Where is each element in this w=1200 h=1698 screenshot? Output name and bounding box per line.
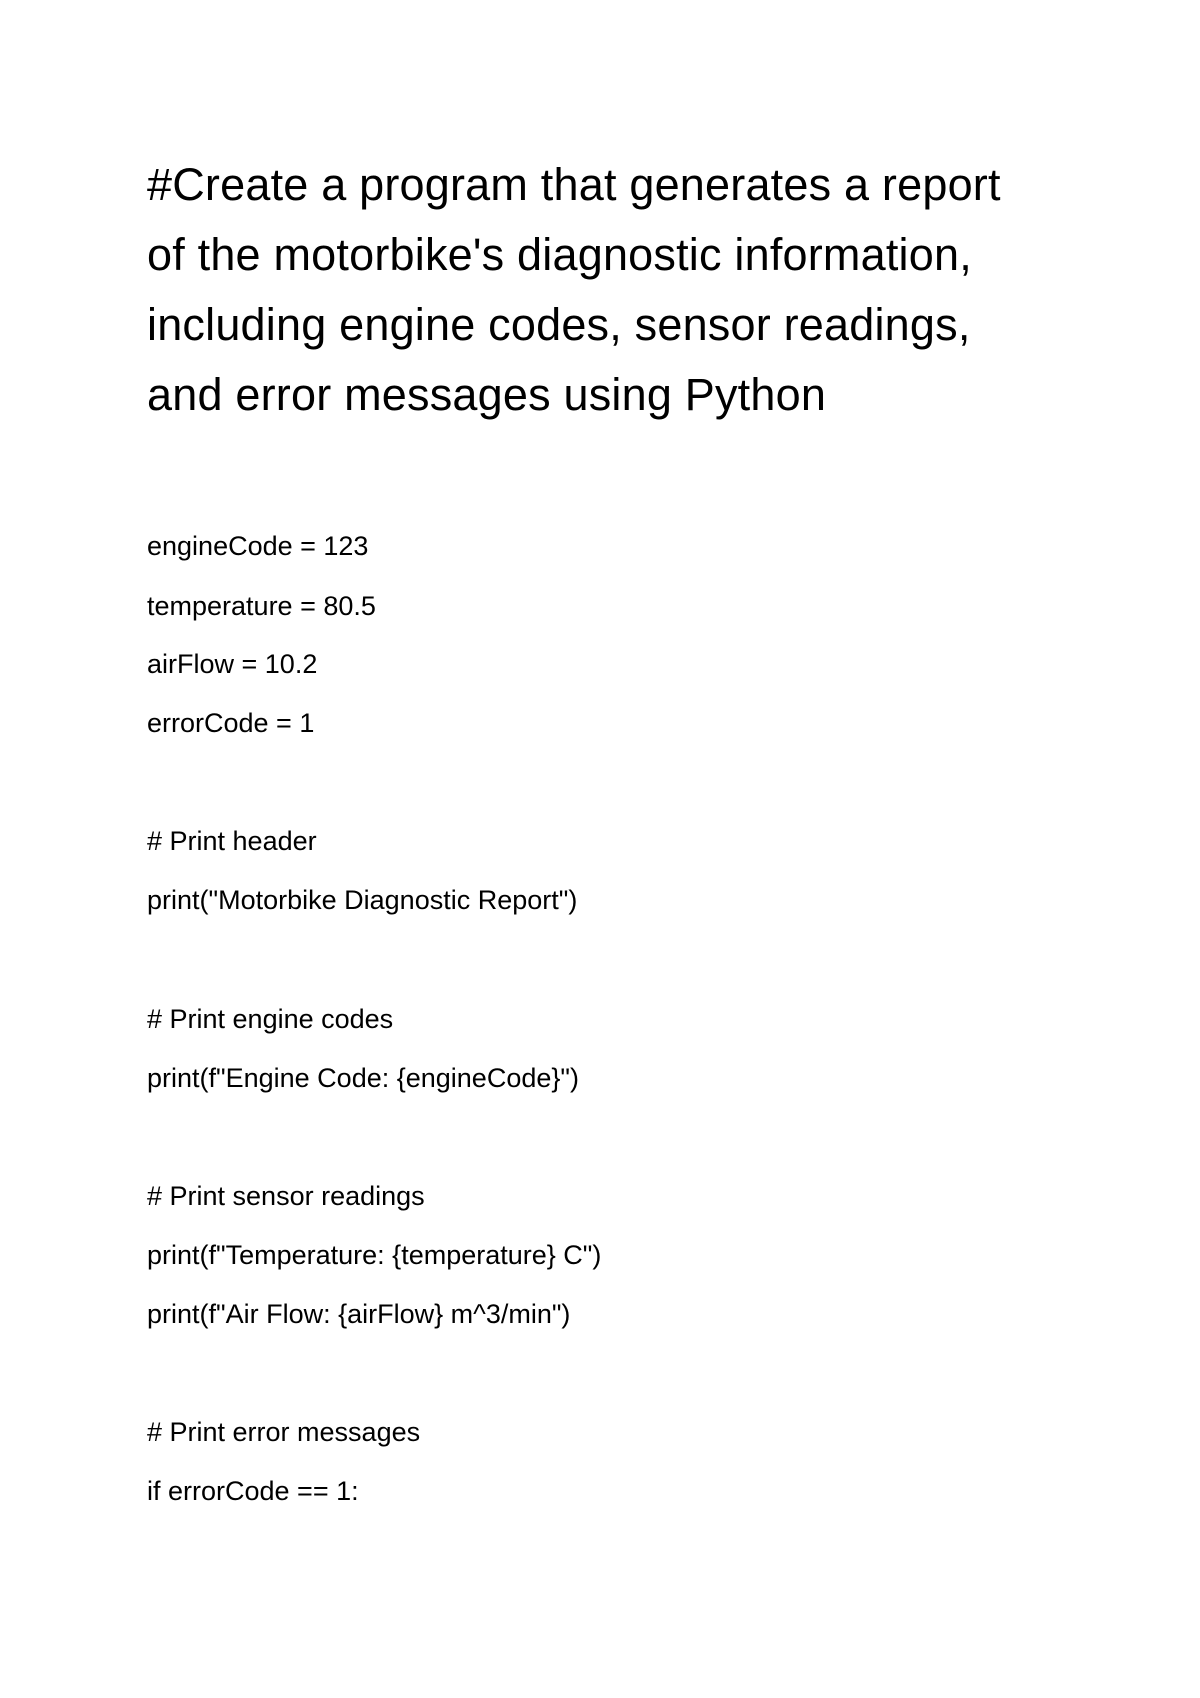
code-comment: # Print engine codes: [147, 1004, 394, 1034]
code-line: airFlow = 10.2: [147, 649, 318, 679]
code-line: print(f"Temperature: {temperature} C"): [147, 1240, 602, 1270]
heading-line: #Create a program that generates a report: [147, 159, 1001, 210]
heading-line: including engine codes, sensor readings,: [147, 299, 971, 350]
code-comment: # Print error messages: [147, 1417, 421, 1447]
code-line: temperature = 80.5: [147, 591, 376, 621]
code-line: if errorCode == 1:: [147, 1476, 359, 1506]
document-heading: [147, 150, 1107, 430]
code-line: errorCode = 1: [147, 708, 315, 738]
heading-line: and error messages using Python: [147, 369, 827, 420]
code-line: engineCode = 123: [147, 531, 369, 561]
code-comment: # Print sensor readings: [147, 1181, 425, 1211]
code-line: print(f"Engine Code: {engineCode}"): [147, 1063, 579, 1093]
code-line: print("Motorbike Diagnostic Report"): [147, 885, 578, 915]
heading-line: of the motorbike's diagnostic information,: [147, 229, 972, 280]
code-comment: # Print header: [147, 826, 317, 856]
code-line: print(f"Air Flow: {airFlow} m^3/min"): [147, 1299, 571, 1329]
